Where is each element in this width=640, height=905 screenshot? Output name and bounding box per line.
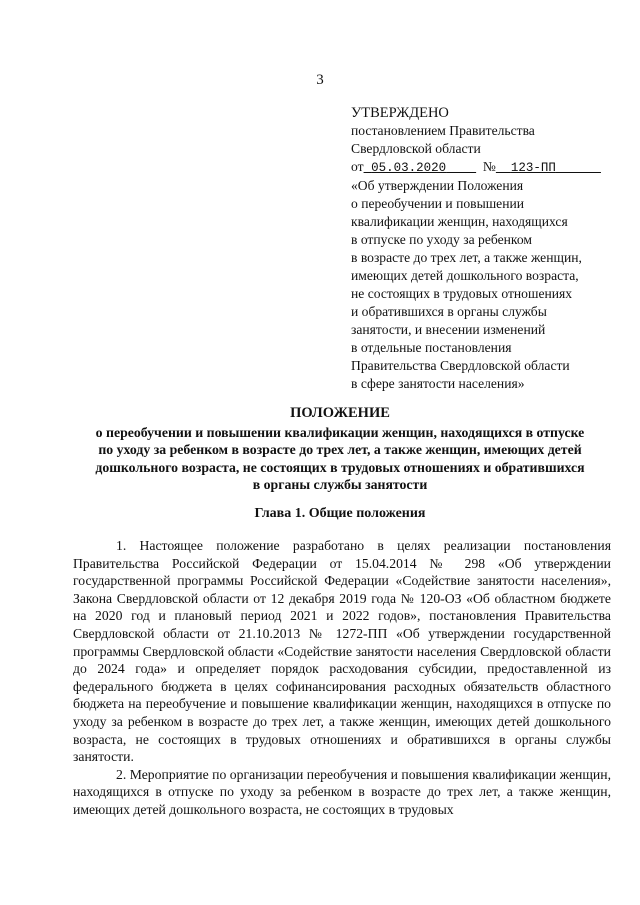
approval-subject-line: в отпуске по уходу за ребенком	[351, 232, 532, 247]
approval-subject-line: в отдельные постановления	[351, 340, 512, 355]
paragraph-2: 2. Мероприятие по организации переобучения и повышения квалификации женщин, находящихся в отпуске по уходу за ребенком в возрасте до трех лет, а также женщин, имеющих детей дошкольного возраста, не состоящих в трудовых	[73, 766, 611, 817]
approval-subject-line: в сфере занятости населения»	[351, 376, 525, 391]
approval-number: 123-ПП	[510, 161, 556, 175]
document-body	[73, 537, 611, 819]
approval-subject-line: о переобучении и повышении	[351, 196, 525, 211]
number-prefix: №	[482, 159, 496, 174]
approval-subject-line: в возрасте до трех лет, а также женщин,	[351, 250, 582, 265]
approval-subject-line: квалификации женщин, находящихся	[351, 214, 568, 229]
document-title-line: дошкольного возраста, не состоящих в трудовых отношениях и обратившихся	[95, 459, 585, 475]
approval-date: 05.03.2020	[371, 161, 447, 175]
document-title-line: по уходу за ребенком в возрасте до трех лет, а также женщин, имеющих детей	[98, 442, 582, 457]
approval-subject-line: Правительства Свердловской области	[351, 358, 570, 373]
approval-subject-line: имеющих детей дошкольного возраста,	[351, 268, 579, 283]
approval-date-line	[351, 158, 621, 177]
page-number: 3	[316, 72, 324, 88]
approval-subject-line: не состоящих в трудовых отношениях	[351, 286, 573, 301]
approval-line-1: постановлением Правительства	[351, 123, 535, 138]
approval-heading: УТВЕРЖДЕНО	[351, 105, 449, 121]
chapter-heading: Глава 1. Общие положения	[254, 506, 426, 521]
approval-line-2: Свердловской области	[351, 141, 481, 156]
approval-subject-line: «Об утверждении Положения	[351, 178, 524, 193]
document-title-main: ПОЛОЖЕНИЕ	[290, 405, 390, 421]
document-title-line: о переобучении и повышении квалификации женщин, находящихся в отпуске	[95, 424, 585, 440]
document-title	[60, 405, 620, 494]
document-title-line: в органы службы занятости	[252, 477, 428, 492]
approval-subject-line: и обратившихся в органы службы	[351, 304, 547, 319]
approval-subject-line: занятости, и внесении изменений	[351, 322, 546, 337]
paragraph-1: 1. Настоящее положение разработано в целях реализации постановления Правительства Российской Федерации от 15.04.2014 № 298 «Об утверждении государственной программы Российской Федерации «Содействие занятости населения», Закона Свердловской области от 12 декабря 2019 года № 120-ОЗ «Об областном бюджете на 2020 год и плановый период 2021 и 2022 годов», постановления Правительства Свердловской области от 21.10.2013 № 1272-ПП «Об утверждении государственной программы Свердловской области «Содействие занятости населения Свердловской области до 2024 года» и определяет порядок расходования субсидии, предоставленной из федерального бюджета в целях софинансирования расходных обязательств областного бюджета на переобучение и повышение квалификации женщин, находящихся в отпуске по уходу за ребенком в возрасте до трех лет, а также женщин, имеющих детей дошкольного возраста, не состоящих в трудовых отношениях и обратившихся в органы службы занятости.	[73, 538, 611, 765]
date-prefix: от	[351, 159, 364, 174]
approval-block	[351, 104, 621, 393]
